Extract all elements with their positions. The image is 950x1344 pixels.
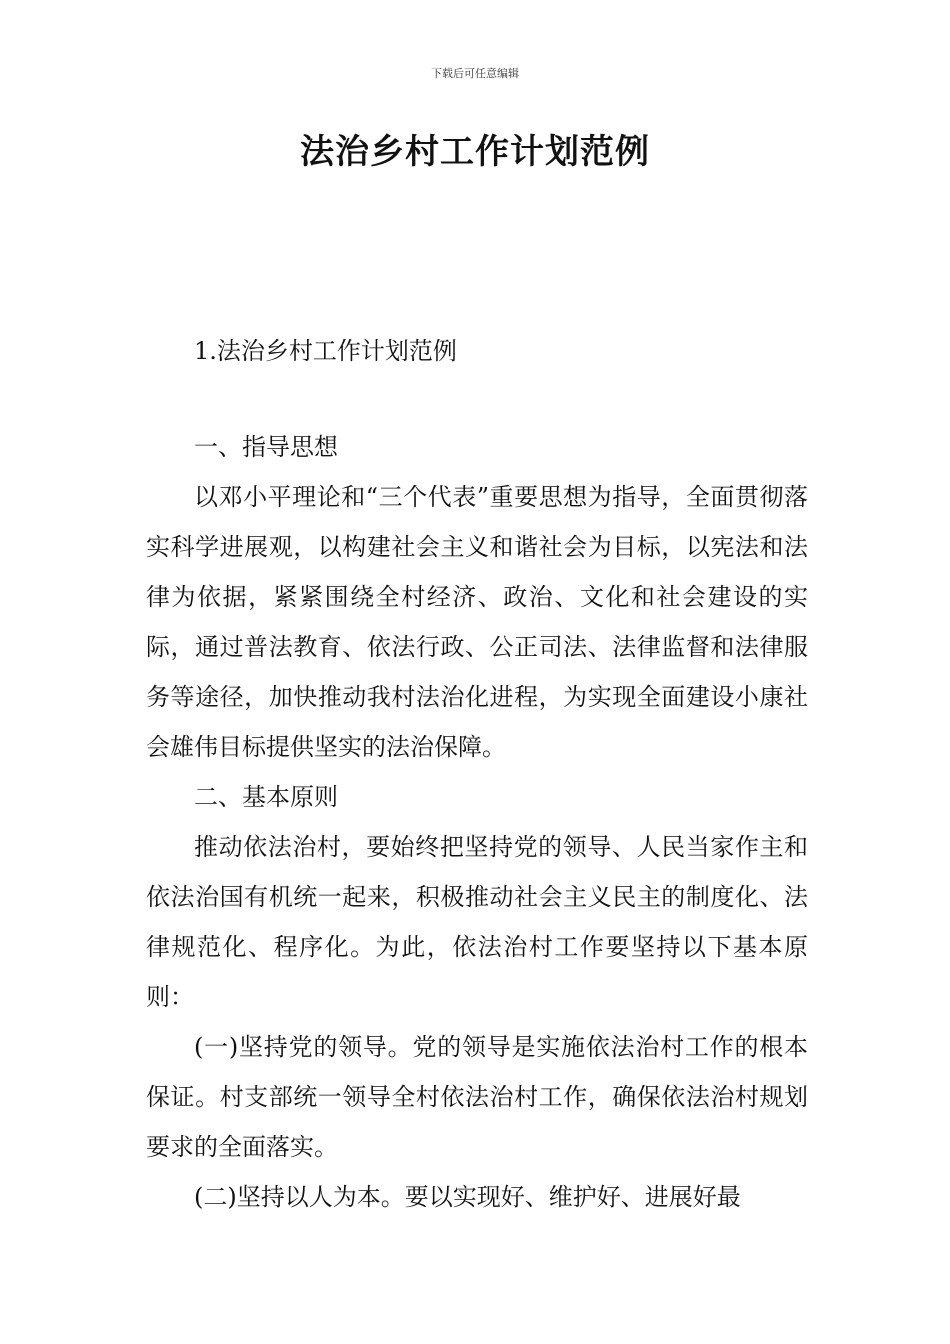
paragraph-guiding-ideology: 以邓小平理论和“三个代表”重要思想为指导，全面贯彻落实科学进展观，以构建社会主义和谐社会为目标，以宪法和法律为依据，紧紧围绕全村经济、政治、文化和社会建设的实际，通过普法教育、依法行政、公正司法、法律监督和法律服务等途径，加快推动我村法治化进程，为实现全面建设小康社会雄伟目标提供坚实的法治保障。 <box>146 483 808 761</box>
header-note: 下载后可任意编辑 <box>431 67 519 80</box>
paragraph-principle-two: (二)坚持以人为本。要以实现好、维护好、进展好最 <box>194 1183 741 1211</box>
paragraph-principle-one: (一)坚持党的领导。党的领导是实施依法治村工作的根本保证。村支部统一领导全村依法治村工作，确保依法治村规划要求的全面落实。 <box>146 1033 808 1161</box>
paragraph-basic-principles: 推动依法治村，要始终把坚持党的领导、人民当家作主和依法治国有机统一起来，积极推动社会主义民主的制度化、法律规范化、程序化。为此，依法治村工作要坚持以下基本原则： <box>146 833 808 1011</box>
document-title: 法治乡村工作计划范例 <box>300 132 650 172</box>
section-heading-guiding-ideology: 一、指导思想 <box>194 433 338 461</box>
subtitle-text: 1.法治乡村工作计划范例 <box>194 337 457 365</box>
document-body <box>146 422 808 1222</box>
document-subtitle <box>146 326 808 376</box>
section-heading-basic-principles: 二、基本原则 <box>194 783 338 811</box>
